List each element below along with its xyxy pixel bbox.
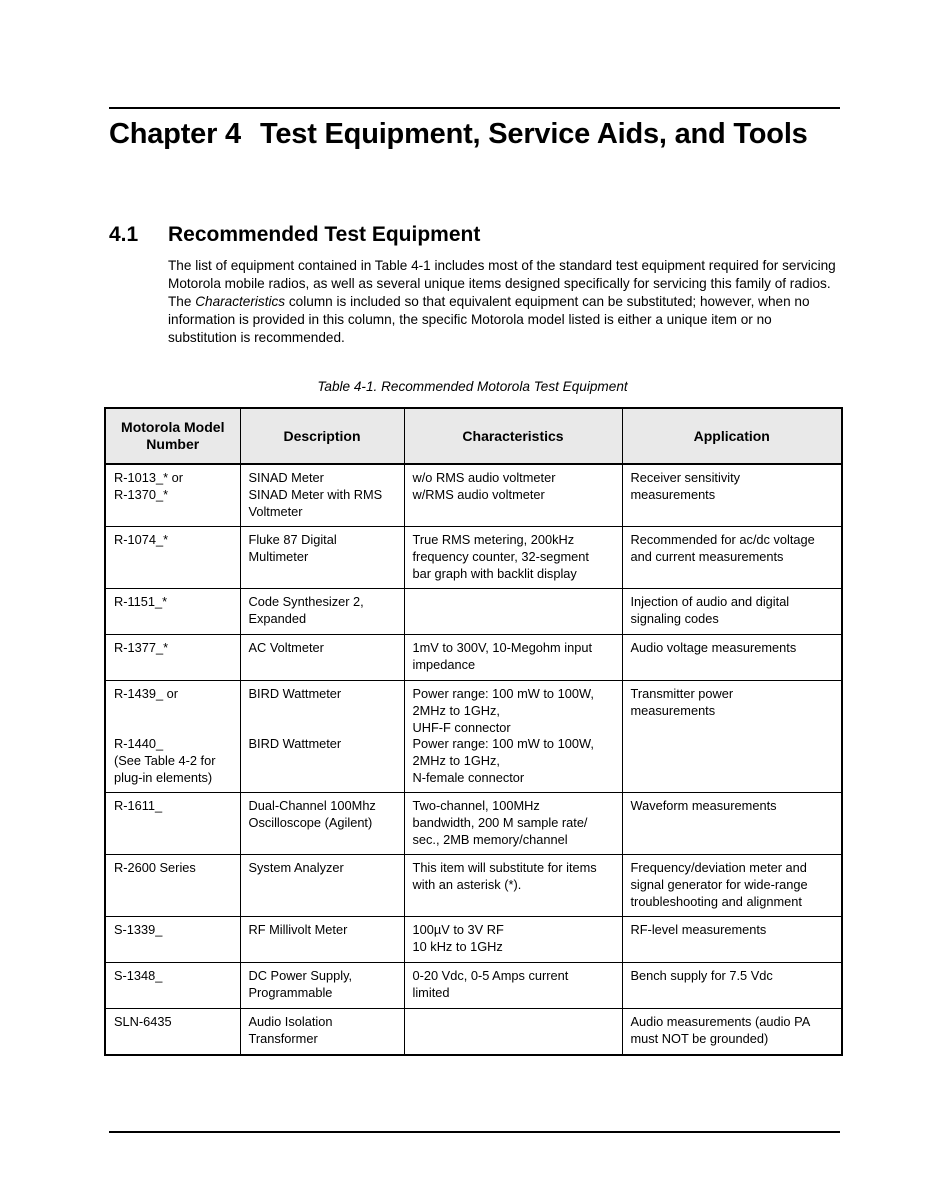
cell-description: [240, 464, 404, 526]
cell-line: with an asterisk (*).: [412, 877, 522, 893]
cell-model: [105, 963, 240, 1009]
cell-line: Waveform measurements: [630, 798, 777, 814]
cell-line: 1mV to 300V, 10-Megohm input: [412, 639, 593, 655]
cell-line: Dual-Channel 100Mhz: [248, 798, 376, 814]
intro-paragraph: [168, 257, 840, 347]
cell-line: 2MHz to 1GHz,: [412, 702, 500, 718]
cell-line: [114, 703, 232, 720]
cell-line: Frequency/deviation meter and: [630, 860, 807, 876]
cell-characteristics: [404, 1009, 622, 1055]
equipment-table: [104, 407, 843, 1056]
cell-line: [249, 703, 396, 720]
cell-description: [240, 855, 404, 917]
table-row: [105, 680, 842, 792]
cell-line: Two-channel, 100MHz: [412, 798, 540, 814]
cell-line: R-1439_ or: [114, 685, 179, 701]
cell-line: Multimeter: [248, 548, 309, 564]
cell-line: frequency counter, 32-segment: [412, 548, 589, 564]
cell-line: Fluke 87 Digital: [248, 531, 337, 547]
cell-line: troubleshooting and alignment: [630, 893, 802, 909]
cell-line: R-1370_*: [114, 486, 169, 502]
cell-characteristics: [404, 963, 622, 1009]
cell-description: [240, 588, 404, 634]
table-row: [105, 634, 842, 680]
table-row: [105, 917, 842, 963]
cell-characteristics: [404, 526, 622, 588]
cell-line: RF-level measurements: [630, 922, 767, 938]
section-heading: [109, 223, 480, 247]
chapter-number: Chapter 4: [109, 118, 241, 150]
cell-model: [105, 917, 240, 963]
cell-line: Receiver sensitivity: [630, 470, 741, 485]
header-description: Description: [240, 408, 404, 464]
cell-application: [622, 1009, 842, 1055]
cell-line: measurements: [630, 702, 716, 718]
cell-line: limited: [412, 985, 450, 1001]
cell-line: 2MHz to 1GHz,: [412, 753, 500, 769]
cell-line: Code Synthesizer 2,: [248, 593, 364, 609]
cell-model: [105, 1009, 240, 1055]
table-body: [105, 464, 842, 1055]
cell-line: SINAD Meter: [248, 470, 324, 485]
cell-model: [105, 634, 240, 680]
section-title: Recommended Test Equipment: [168, 223, 481, 246]
cell-line: Programmable: [248, 985, 333, 1001]
cell-line: [249, 720, 396, 737]
cell-line: DC Power Supply,: [248, 968, 353, 984]
cell-line: impedance: [412, 656, 476, 672]
header-model: Motorola Model Number: [105, 408, 240, 464]
table-row: [105, 526, 842, 588]
intro-text-part2: column is included so that equivalent equipment can be substituted; however, when no information is provided in this column, the specific Motorola model listed is either a unique item or no substitution is recommended.: [168, 294, 810, 346]
cell-line: measurements: [630, 486, 716, 502]
cell-line: R-1013_* or: [114, 470, 184, 485]
cell-line: RF Millivolt Meter: [248, 922, 348, 938]
cell-line: Bench supply for 7.5 Vdc: [630, 968, 773, 984]
cell-description: [240, 634, 404, 680]
table-row: [105, 793, 842, 855]
cell-line: plug-in elements): [114, 770, 213, 786]
top-rule: [109, 107, 840, 109]
cell-model: [105, 680, 240, 792]
table-row: [105, 855, 842, 917]
bottom-rule: [109, 1131, 840, 1133]
cell-characteristics: [404, 464, 622, 526]
intro-emphasis: Characteristics: [195, 294, 286, 310]
cell-application: [622, 855, 842, 917]
cell-description: [240, 680, 404, 792]
cell-line: Expanded: [248, 610, 307, 626]
cell-line: BIRD Wattmeter: [248, 736, 342, 752]
table-caption: Table 4-1. Recommended Motorola Test Equipment: [317, 379, 628, 394]
cell-characteristics: [404, 793, 622, 855]
cell-line: Injection of audio and digital: [630, 593, 790, 609]
cell-line: sec., 2MB memory/channel: [412, 831, 568, 847]
cell-line: Transformer: [248, 1031, 318, 1047]
cell-application: [622, 917, 842, 963]
cell-line: System Analyzer: [248, 860, 344, 876]
cell-description: [240, 963, 404, 1009]
cell-characteristics: [404, 588, 622, 634]
cell-line: bandwidth, 200 M sample rate/: [412, 815, 588, 831]
cell-model: [105, 526, 240, 588]
cell-line: R-1440_: [114, 736, 164, 752]
cell-line: R-2600 Series: [114, 860, 196, 876]
header-application: Application: [622, 408, 842, 464]
cell-line: w/o RMS audio voltmeter: [412, 470, 556, 485]
cell-application: [622, 963, 842, 1009]
cell-line: True RMS metering, 200kHz: [412, 531, 575, 547]
cell-line: Audio Isolation: [248, 1014, 333, 1030]
cell-line: 10 kHz to 1GHz: [412, 939, 503, 955]
cell-characteristics: [404, 855, 622, 917]
cell-characteristics: [404, 680, 622, 792]
cell-model: [105, 855, 240, 917]
cell-line: Power range: 100 mW to 100W,: [412, 736, 594, 752]
table-row: [105, 963, 842, 1009]
cell-line: Oscilloscope (Agilent): [248, 815, 373, 831]
cell-description: [240, 526, 404, 588]
cell-model: [105, 793, 240, 855]
cell-line: SLN-6435: [114, 1014, 172, 1030]
cell-line: SINAD Meter with RMS: [248, 486, 383, 502]
cell-model: [105, 588, 240, 634]
cell-line: Voltmeter: [248, 503, 303, 519]
cell-line: S-1339_: [114, 922, 163, 938]
cell-line: and current measurements: [630, 548, 784, 564]
cell-line: R-1074_*: [114, 531, 169, 547]
cell-line: 0-20 Vdc, 0-5 Amps current: [412, 968, 569, 984]
cell-line: S-1348_: [114, 968, 163, 984]
cell-line: R-1151_*: [114, 593, 168, 609]
cell-line: 100µV to 3V RF: [412, 922, 504, 938]
cell-line: Transmitter power: [630, 685, 734, 701]
cell-characteristics: [404, 634, 622, 680]
intro-text-part1: The list of equipment contained in Table 4-1 includes most of the standard test equipment required for servicing Motorola mobile radios, as well as several unique items designed specifically for servicing this family of radios. The: [168, 258, 836, 310]
cell-application: [622, 680, 842, 792]
chapter-heading: [109, 118, 808, 151]
table-row: [105, 588, 842, 634]
cell-line: R-1377_*: [114, 639, 169, 655]
cell-application: [622, 588, 842, 634]
cell-line: signal generator for wide-range: [630, 877, 808, 893]
cell-application: [622, 793, 842, 855]
cell-line: UHF-F connector: [412, 719, 511, 735]
cell-line: w/RMS audio voltmeter: [412, 486, 545, 502]
cell-characteristics: [404, 917, 622, 963]
table-header-row: [105, 408, 842, 464]
cell-line: This item will substitute for items: [412, 860, 597, 876]
cell-line: Power range: 100 mW to 100W,: [412, 685, 594, 701]
cell-line: Audio measurements (audio PA: [630, 1014, 811, 1030]
cell-line: R-1611_: [114, 798, 163, 814]
chapter-title: Test Equipment, Service Aids, and Tools: [260, 118, 808, 150]
cell-description: [240, 1009, 404, 1055]
cell-description: [240, 917, 404, 963]
cell-application: [622, 526, 842, 588]
cell-line: bar graph with backlit display: [412, 565, 577, 581]
cell-line: AC Voltmeter: [248, 639, 324, 655]
table-row: [105, 1009, 842, 1055]
cell-model: [105, 464, 240, 526]
cell-line: must NOT be grounded): [630, 1031, 769, 1047]
cell-line: BIRD Wattmeter: [248, 685, 342, 701]
cell-application: [622, 464, 842, 526]
cell-description: [240, 793, 404, 855]
section-number: 4.1: [109, 223, 139, 246]
cell-line: signaling codes: [630, 610, 719, 626]
cell-application: [622, 634, 842, 680]
cell-line: Recommended for ac/dc voltage: [630, 531, 815, 547]
cell-line: (See Table 4-2 for: [114, 753, 216, 769]
cell-line: Audio voltage measurements: [630, 639, 797, 655]
cell-line: N-female connector: [412, 770, 525, 786]
table-row: [105, 464, 842, 526]
header-characteristics: Characteristics: [404, 408, 622, 464]
cell-line: [114, 720, 232, 737]
